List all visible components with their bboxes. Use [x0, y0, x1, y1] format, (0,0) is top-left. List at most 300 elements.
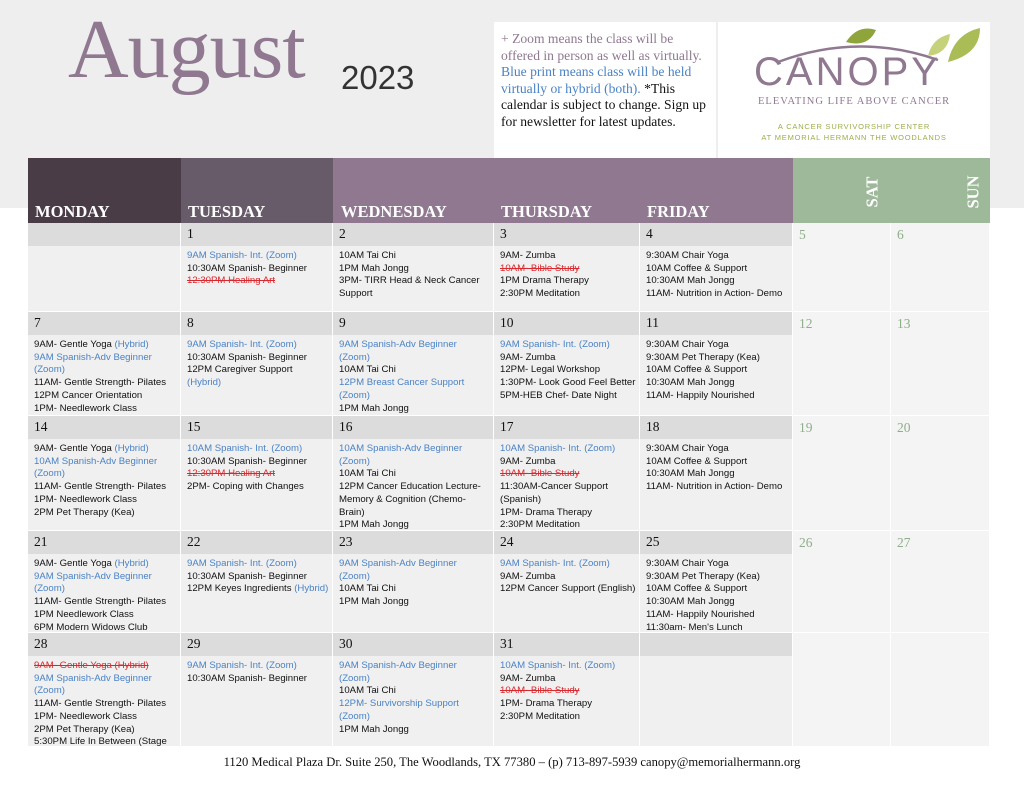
event-item [339, 481, 490, 519]
weekend-cell-sun [891, 312, 990, 416]
event-item [34, 481, 177, 494]
date-number: 2 [339, 226, 346, 241]
event-text: 9AM Spanish- Int. (Zoom) [500, 339, 610, 350]
event-item [646, 443, 789, 456]
date-number: 10 [500, 315, 514, 330]
event-item [339, 583, 490, 596]
weekend-date-number: 26 [799, 535, 813, 550]
event-text: 10:30AM Spanish- Beginner [187, 672, 307, 684]
date-number: 3 [500, 226, 507, 241]
event-list [646, 443, 789, 494]
event-text: 9AM- Gentle Yoga [34, 339, 112, 350]
weekend-date-number: 13 [897, 316, 911, 331]
day-cell [640, 223, 793, 312]
event-item [500, 481, 636, 506]
event-list [34, 660, 177, 747]
event-text: 9:30AM Chair Yoga [646, 558, 729, 569]
date-bar [28, 416, 180, 439]
event-list [646, 250, 789, 301]
event-text: 10:30AM Spanish- Beginner [187, 455, 307, 467]
event-text: 9AM Spanish-Adv Beginner (Zoom) [34, 570, 152, 595]
event-text: 12PM Cancer Education Lecture- Memory & Cognition (Chemo-Brain) [339, 481, 481, 518]
date-bar [640, 633, 792, 656]
weekend-cell-sat [793, 633, 891, 747]
day-cell [640, 312, 793, 416]
event-text: 9AM Spanish- Int. (Zoom) [187, 339, 297, 350]
logo-tagline: ELEVATING LIFE ABOVE CANCER [758, 96, 951, 107]
date-bar [181, 531, 332, 554]
event-item [187, 443, 329, 456]
event-text: 11AM- Nutrition in Action- Demo [646, 481, 783, 493]
event-item [646, 288, 789, 301]
event-text: 9AM Spanish-Adv Beginner (Zoom) [339, 339, 457, 363]
event-item [34, 352, 177, 377]
event-text: 9:30AM Chair Yoga [646, 339, 729, 350]
event-item [500, 352, 636, 365]
logo-subtitle-1: A CANCER SURVIVORSHIP CENTER [777, 122, 931, 131]
date-number: 23 [339, 534, 353, 549]
event-text: 1PM- Drama Therapy [500, 698, 593, 710]
event-item [339, 275, 490, 300]
event-item [339, 558, 490, 583]
date-number: 11 [646, 315, 659, 330]
event-item [187, 660, 329, 673]
event-list [646, 558, 789, 633]
date-bar [494, 416, 639, 439]
weekend-date-number: 5 [799, 227, 806, 242]
event-item [187, 456, 329, 469]
event-item [646, 364, 789, 377]
day-cell [181, 223, 333, 312]
event-text: 9AM- Gentle Yoga [34, 443, 112, 454]
date-number: 21 [34, 534, 48, 549]
event-text: 10AM Tai Chi [339, 364, 396, 376]
event-text: 12PM- Survivorship Support (Zoom) [339, 698, 459, 722]
date-bar [640, 223, 792, 246]
date-number: 22 [187, 534, 201, 549]
event-mode-tag: (Hybrid) [114, 443, 149, 454]
event-text: 9AM- Zumba [500, 570, 556, 582]
event-list [187, 339, 329, 390]
event-item [34, 698, 177, 711]
event-item [339, 403, 490, 416]
event-text: 10AM Tai Chi [339, 685, 396, 697]
event-item [34, 494, 177, 507]
event-item [500, 456, 636, 469]
event-item [339, 250, 490, 263]
event-item [339, 724, 490, 737]
date-number: 16 [339, 419, 353, 434]
date-number: 31 [500, 636, 514, 651]
date-bar [181, 223, 332, 246]
date-bar [28, 312, 180, 335]
event-text: 10AM Spanish- Int. (Zoom) [500, 660, 616, 671]
header-monday: MONDAY [28, 158, 181, 223]
event-item [646, 609, 789, 622]
legend-note [494, 22, 716, 158]
event-text: 2PM Pet Therapy (Kea) [34, 506, 135, 518]
footer-contact: 1120 Medical Plaza Dr. Suite 250, The Woodlands, TX 77380 – (p) 713-897-5939 canopy@memorialhermann.org [223, 755, 801, 769]
date-number: 7 [34, 315, 41, 330]
event-text: 2:30PM Meditation [500, 710, 580, 722]
event-item [187, 468, 329, 481]
event-item [187, 571, 329, 584]
day-cell [28, 416, 181, 531]
event-text: 2:30PM Meditation [500, 288, 580, 300]
weekend-cell-sun [891, 416, 990, 531]
date-number: 29 [187, 636, 201, 651]
event-text: 1PM Mah Jongg [339, 519, 409, 531]
event-text: 9AM- Zumba [500, 455, 556, 467]
event-text: 12PM Keyes Ingredients [187, 583, 292, 595]
weekend-cell-sat [793, 531, 891, 633]
event-item [34, 736, 177, 747]
date-bar [640, 531, 792, 554]
event-text: 5:30PM Life In Between (Stage [34, 736, 167, 747]
event-text: 11AM- Nutrition in Action- Demo [646, 288, 783, 300]
event-item [339, 364, 490, 377]
event-text: 10AM Coffee & Support [646, 583, 748, 595]
event-text: 9AM Spanish-Adv Beginner (Zoom) [34, 672, 152, 697]
event-item [646, 558, 789, 571]
event-item [187, 339, 329, 352]
event-text: 10AM- Bible Study [500, 685, 580, 697]
event-text: 3PM- TIRR Head & Neck Cancer Support [339, 275, 480, 300]
event-text: 12:30PM Healing Art [187, 275, 275, 287]
date-bar [494, 633, 639, 656]
event-item [339, 443, 490, 468]
event-text: 12PM Cancer Support (English) [500, 583, 636, 595]
event-text: 10AM Tai Chi [339, 468, 396, 480]
event-text: 9AM- Zumba [500, 351, 556, 363]
event-text: 12:30PM Healing Art [187, 468, 275, 480]
event-text: 10AM Coffee & Support [646, 262, 748, 274]
event-item [34, 660, 177, 673]
event-item [187, 558, 329, 571]
event-item [500, 583, 636, 596]
day-cell [333, 223, 494, 312]
weekend-date-number: 27 [897, 535, 911, 550]
event-item [187, 481, 329, 494]
event-item [500, 685, 636, 698]
event-text: 9AM- Gentle Yoga [34, 558, 112, 569]
weekend-date-number: 12 [799, 316, 813, 331]
date-number: 18 [646, 419, 660, 434]
event-text: 9AM Spanish- Int. (Zoom) [187, 558, 297, 569]
weekend-cell-sat [793, 312, 891, 416]
day-cell [181, 416, 333, 531]
event-item [500, 698, 636, 711]
event-text: 1PM Mah Jongg [339, 262, 409, 274]
date-bar [333, 312, 493, 335]
header-wednesday: WEDNESDAY [341, 202, 447, 221]
weekend-cell-sun [891, 633, 990, 747]
year-label: 2023 [341, 59, 415, 96]
event-item [500, 443, 636, 456]
event-text: 11:30am- Men's Lunch [646, 621, 743, 633]
event-item [500, 507, 636, 520]
event-text: 10AM- Bible Study [500, 262, 580, 274]
date-bar [181, 312, 332, 335]
event-item [34, 390, 177, 403]
date-number: 9 [339, 315, 346, 330]
event-list [500, 660, 636, 724]
day-cell [640, 633, 793, 747]
date-number: 14 [34, 419, 48, 434]
event-item [500, 377, 636, 390]
note-blue-print: Blue print means class will be held virtually or hybrid (both). [501, 64, 692, 96]
event-text: 9AM- Zumba [500, 672, 556, 684]
event-item [339, 698, 490, 723]
event-text: 10:30AM Spanish- Beginner [187, 262, 307, 274]
event-text: 11AM- Gentle Strength- Pilates [34, 377, 167, 389]
day-cell [333, 531, 494, 633]
event-text: 1PM Mah Jongg [339, 402, 409, 414]
event-item [34, 622, 177, 633]
event-text: 10AM Coffee & Support [646, 364, 748, 376]
event-mode-tag: (Hybrid) [187, 377, 222, 389]
event-list [646, 339, 789, 403]
day-cell [28, 312, 181, 416]
date-bar [640, 312, 792, 335]
event-item [500, 339, 636, 352]
event-text: 11:30AM-Cancer Support (Spanish) [500, 481, 609, 505]
event-item [646, 275, 789, 288]
event-item [500, 250, 636, 263]
event-text: 9AM- Gentle Yoga (Hybrid) [34, 660, 149, 671]
event-list [339, 558, 490, 609]
event-text: 11AM- Gentle Strength- Pilates [34, 698, 167, 710]
event-text: 10AM Spanish-Adv Beginner (Zoom) [339, 443, 463, 467]
event-text: 1PM- Needlework Class [34, 710, 137, 722]
day-cell [640, 416, 793, 531]
date-number: 15 [187, 419, 201, 434]
date-bar [333, 531, 493, 554]
day-cell [640, 531, 793, 633]
header-weekend [793, 158, 990, 223]
event-item [34, 673, 177, 698]
event-list [34, 558, 177, 633]
day-cell [28, 633, 181, 747]
event-text: 9AM- Zumba [500, 250, 556, 261]
day-cell [181, 312, 333, 416]
event-list [339, 443, 490, 531]
event-mode-tag: (Hybrid) [114, 339, 149, 350]
event-text: 2:30PM Meditation [500, 519, 580, 531]
day-cell [181, 531, 333, 633]
event-text: 10AM Tai Chi [339, 583, 396, 595]
event-item [646, 583, 789, 596]
day-cell [494, 223, 640, 312]
date-number: 1 [187, 226, 194, 241]
event-item [34, 596, 177, 609]
month-title: August [68, 3, 305, 96]
event-list [500, 558, 636, 596]
event-text: 12PM- Legal Workshop [500, 364, 601, 376]
weekend-cell-sun [891, 531, 990, 633]
date-bar [28, 223, 180, 246]
date-number: 8 [187, 315, 194, 330]
event-item [646, 571, 789, 584]
event-item [34, 571, 177, 596]
event-text: 12PM Caregiver Support [187, 364, 293, 376]
event-text: 11AM- Gentle Strength- Pilates [34, 481, 167, 493]
event-item [500, 364, 636, 377]
event-item [187, 275, 329, 288]
event-text: 10:30AM Mah Jongg [646, 468, 735, 480]
event-text: 10AM Spanish- Int. (Zoom) [187, 443, 303, 454]
event-text: 10AM- Bible Study [500, 468, 580, 480]
date-number: 24 [500, 534, 514, 549]
weekend-cell-sun [891, 223, 990, 312]
event-list [34, 339, 177, 415]
day-cell [333, 633, 494, 747]
event-item [187, 352, 329, 365]
day-cell [494, 531, 640, 633]
date-bar [494, 223, 639, 246]
event-item [339, 263, 490, 276]
logo-subtitle-2: AT MEMORIAL HERMANN THE WOODLANDS [761, 133, 947, 142]
day-cell [181, 633, 333, 747]
event-list [187, 443, 329, 494]
event-list [187, 250, 329, 288]
event-item [187, 673, 329, 686]
event-item [34, 558, 177, 571]
event-text: 2PM Pet Therapy (Kea) [34, 723, 135, 735]
weekend-cell-sat [793, 223, 891, 312]
day-cell [494, 633, 640, 747]
day-cell [28, 531, 181, 633]
event-item [646, 622, 789, 633]
header-sunday: SUN [963, 175, 983, 209]
event-item [646, 596, 789, 609]
event-text: 9:30AM Pet Therapy (Kea) [646, 570, 760, 582]
event-item [500, 711, 636, 724]
event-item [646, 456, 789, 469]
event-item [500, 571, 636, 584]
event-item [500, 263, 636, 276]
event-text: 10AM Spanish-Adv Beginner (Zoom) [34, 455, 158, 480]
event-item [500, 275, 636, 288]
event-text: 1PM Drama Therapy [500, 275, 589, 287]
event-item [187, 250, 329, 263]
day-cell [333, 312, 494, 416]
event-text: 10:30AM Mah Jongg [646, 596, 735, 608]
header-friday: FRIDAY [647, 202, 710, 221]
event-text: 10:30AM Spanish- Beginner [187, 570, 307, 582]
event-item [34, 377, 177, 390]
event-item [34, 403, 177, 416]
event-text: 1PM Mah Jongg [339, 723, 409, 735]
event-item [34, 339, 177, 352]
event-text: 6PM Modern Widows Club [34, 621, 148, 633]
date-bar [333, 633, 493, 656]
header-thursday: THURSDAY [501, 202, 593, 221]
day-cell [494, 312, 640, 416]
event-text: 9AM Spanish-Adv Beginner (Zoom) [34, 351, 152, 376]
event-item [500, 468, 636, 481]
event-text: 12PM Cancer Orientation [34, 389, 143, 401]
event-text: 9AM Spanish-Adv Beginner (Zoom) [339, 558, 457, 582]
event-item [339, 468, 490, 481]
event-item [339, 339, 490, 364]
event-text: 10:30AM Mah Jongg [646, 275, 735, 287]
event-text: 1PM- Needlework Class [34, 402, 137, 414]
event-item [646, 468, 789, 481]
date-bar [333, 223, 493, 246]
event-text: 2PM- Coping with Changes [187, 481, 304, 493]
event-text: 1PM- Drama Therapy [500, 506, 593, 518]
date-bar [333, 416, 493, 439]
event-item [339, 519, 490, 531]
event-item [187, 364, 329, 389]
event-text: 11AM- Happily Nourished [646, 389, 755, 401]
event-list [187, 660, 329, 685]
event-text: 9AM Spanish-Adv Beginner (Zoom) [339, 660, 457, 684]
event-list [339, 250, 490, 301]
event-item [500, 519, 636, 531]
event-item [646, 339, 789, 352]
header-saturday: SAT [862, 176, 882, 208]
date-bar [28, 531, 180, 554]
event-item [339, 685, 490, 698]
event-item [500, 673, 636, 686]
event-list [500, 443, 636, 531]
header-tuesday: TUESDAY [181, 158, 333, 223]
event-text: 10AM Spanish- Int. (Zoom) [500, 443, 616, 454]
event-text: 1PM Mah Jongg [339, 596, 409, 608]
event-list [339, 660, 490, 736]
event-item [34, 456, 177, 481]
day-cell [494, 416, 640, 531]
note-subject-to-change: *This calendar is subject to change. Sign up for newsletter for latest updates. [501, 80, 706, 129]
event-item [34, 609, 177, 622]
event-list [500, 250, 636, 301]
event-item [187, 583, 329, 596]
event-list [500, 339, 636, 403]
event-text: 10:30AM Mah Jongg [646, 377, 735, 389]
event-item [500, 558, 636, 571]
event-text: 10AM Coffee & Support [646, 455, 748, 467]
event-item [34, 711, 177, 724]
date-number: 4 [646, 226, 653, 241]
date-bar [181, 633, 332, 656]
date-bar [28, 633, 180, 656]
event-item [339, 596, 490, 609]
date-bar [181, 416, 332, 439]
event-list [187, 558, 329, 596]
event-item [646, 250, 789, 263]
day-cell [333, 416, 494, 531]
event-item [34, 443, 177, 456]
event-item [646, 263, 789, 276]
event-item [646, 390, 789, 403]
event-text: 12PM Breast Cancer Support (Zoom) [339, 377, 465, 401]
event-text: 11AM- Gentle Strength- Pilates [34, 596, 167, 608]
event-list [339, 339, 490, 416]
weekend-cell-sat [793, 416, 891, 531]
weekend-date-number: 19 [799, 420, 813, 435]
event-item [500, 288, 636, 301]
note-zoom: + Zoom means the class will be offered in person as well as virtually. [501, 31, 702, 63]
weekend-date-number: 6 [897, 227, 904, 242]
canopy-logo [718, 22, 990, 158]
event-text: 5PM-HEB Chef- Date Night [500, 389, 617, 401]
date-number: 28 [34, 636, 48, 651]
date-number: 17 [500, 419, 514, 434]
event-item [500, 660, 636, 673]
event-text: 1PM- Needlework Class [34, 493, 137, 505]
